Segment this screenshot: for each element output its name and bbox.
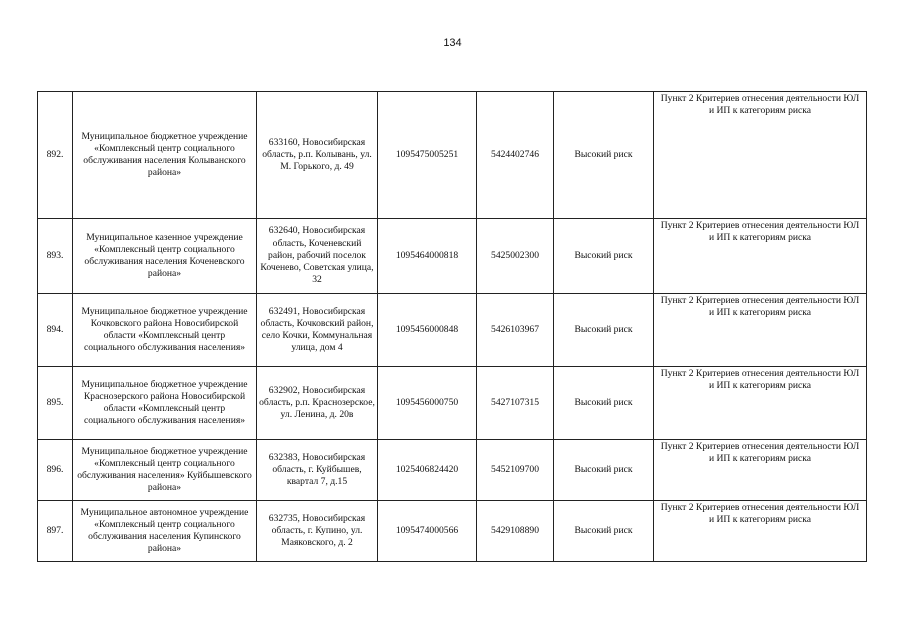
- risk-category: Высокий риск: [554, 367, 654, 440]
- organization-name: Муниципальное казенное учреждение «Комплексный центр социального обслуживания населения Коченевского района»: [73, 219, 257, 294]
- organization-address: 633160, Новосибирская область, р.п. Колывань, ул. М. Горького, д. 49: [257, 92, 378, 219]
- inn-value: 5452109700: [477, 440, 554, 501]
- organization-address: 632735, Новосибирская область, г. Купино, ул. Маяковского, д. 2: [257, 501, 378, 562]
- risk-category: Высокий риск: [554, 440, 654, 501]
- inn-value: 5427107315: [477, 367, 554, 440]
- organization-address: 632902, Новосибирская область, р.п. Краснозерское, ул. Ленина, д. 20в: [257, 367, 378, 440]
- registry-table: [37, 91, 867, 562]
- organization-address: 632640, Новосибирская область, Коченевский район, рабочий поселок Коченево, Советская улица, 32: [257, 219, 378, 294]
- table-row: [38, 294, 867, 367]
- inn-value: 5424402746: [477, 92, 554, 219]
- ogrn-value: 1095456000750: [378, 367, 477, 440]
- risk-criteria: Пункт 2 Критериев отнесения деятельности ЮЛ и ИП к категориям риска: [654, 294, 867, 367]
- risk-category: Высокий риск: [554, 501, 654, 562]
- row-number: 895.: [38, 367, 73, 440]
- row-number: 896.: [38, 440, 73, 501]
- ogrn-value: 1095474000566: [378, 501, 477, 562]
- table-row: [38, 501, 867, 562]
- organization-name: Муниципальное бюджетное учреждение «Комплексный центр социального обслуживания населения Колыванского района»: [73, 92, 257, 219]
- risk-criteria: Пункт 2 Критериев отнесения деятельности ЮЛ и ИП к категориям риска: [654, 440, 867, 501]
- ogrn-value: 1025406824420: [378, 440, 477, 501]
- ogrn-value: 1095456000848: [378, 294, 477, 367]
- risk-category: Высокий риск: [554, 294, 654, 367]
- organization-address: 632491, Новосибирская область, Кочковский район, село Кочки, Коммунальная улица, дом 4: [257, 294, 378, 367]
- inn-value: 5429108890: [477, 501, 554, 562]
- inn-value: 5425002300: [477, 219, 554, 294]
- row-number: 897.: [38, 501, 73, 562]
- organization-name: Муниципальное бюджетное учреждение Кочковского района Новосибирской области «Комплексный центр социального обслуживания населения»: [73, 294, 257, 367]
- risk-criteria: Пункт 2 Критериев отнесения деятельности ЮЛ и ИП к категориям риска: [654, 501, 867, 562]
- organization-name: Муниципальное автономное учреждение «Комплексный центр социального обслуживания населения Купинского района»: [73, 501, 257, 562]
- table-row: [38, 440, 867, 501]
- row-number: 894.: [38, 294, 73, 367]
- row-number: 892.: [38, 92, 73, 219]
- risk-criteria: Пункт 2 Критериев отнесения деятельности ЮЛ и ИП к категориям риска: [654, 367, 867, 440]
- risk-category: Высокий риск: [554, 92, 654, 219]
- ogrn-value: 1095464000818: [378, 219, 477, 294]
- table-row: [38, 92, 867, 219]
- inn-value: 5426103967: [477, 294, 554, 367]
- ogrn-value: 1095475005251: [378, 92, 477, 219]
- organization-name: Муниципальное бюджетное учреждение «Комплексный центр социального обслуживания населения» Куйбышевского района»: [73, 440, 257, 501]
- table-row: [38, 367, 867, 440]
- organization-address: 632383, Новосибирская область, г. Куйбышев, квартал 7, д.15: [257, 440, 378, 501]
- risk-category: Высокий риск: [554, 219, 654, 294]
- page-number: 134: [443, 37, 462, 49]
- table-row: [38, 219, 867, 294]
- organization-name: Муниципальное бюджетное учреждение Краснозерского района Новосибирской области «Комплексный центр социального обслуживания населения»: [73, 367, 257, 440]
- risk-criteria: Пункт 2 Критериев отнесения деятельности ЮЛ и ИП к категориям риска: [654, 219, 867, 294]
- risk-criteria: Пункт 2 Критериев отнесения деятельности ЮЛ и ИП к категориям риска: [654, 92, 867, 219]
- row-number: 893.: [38, 219, 73, 294]
